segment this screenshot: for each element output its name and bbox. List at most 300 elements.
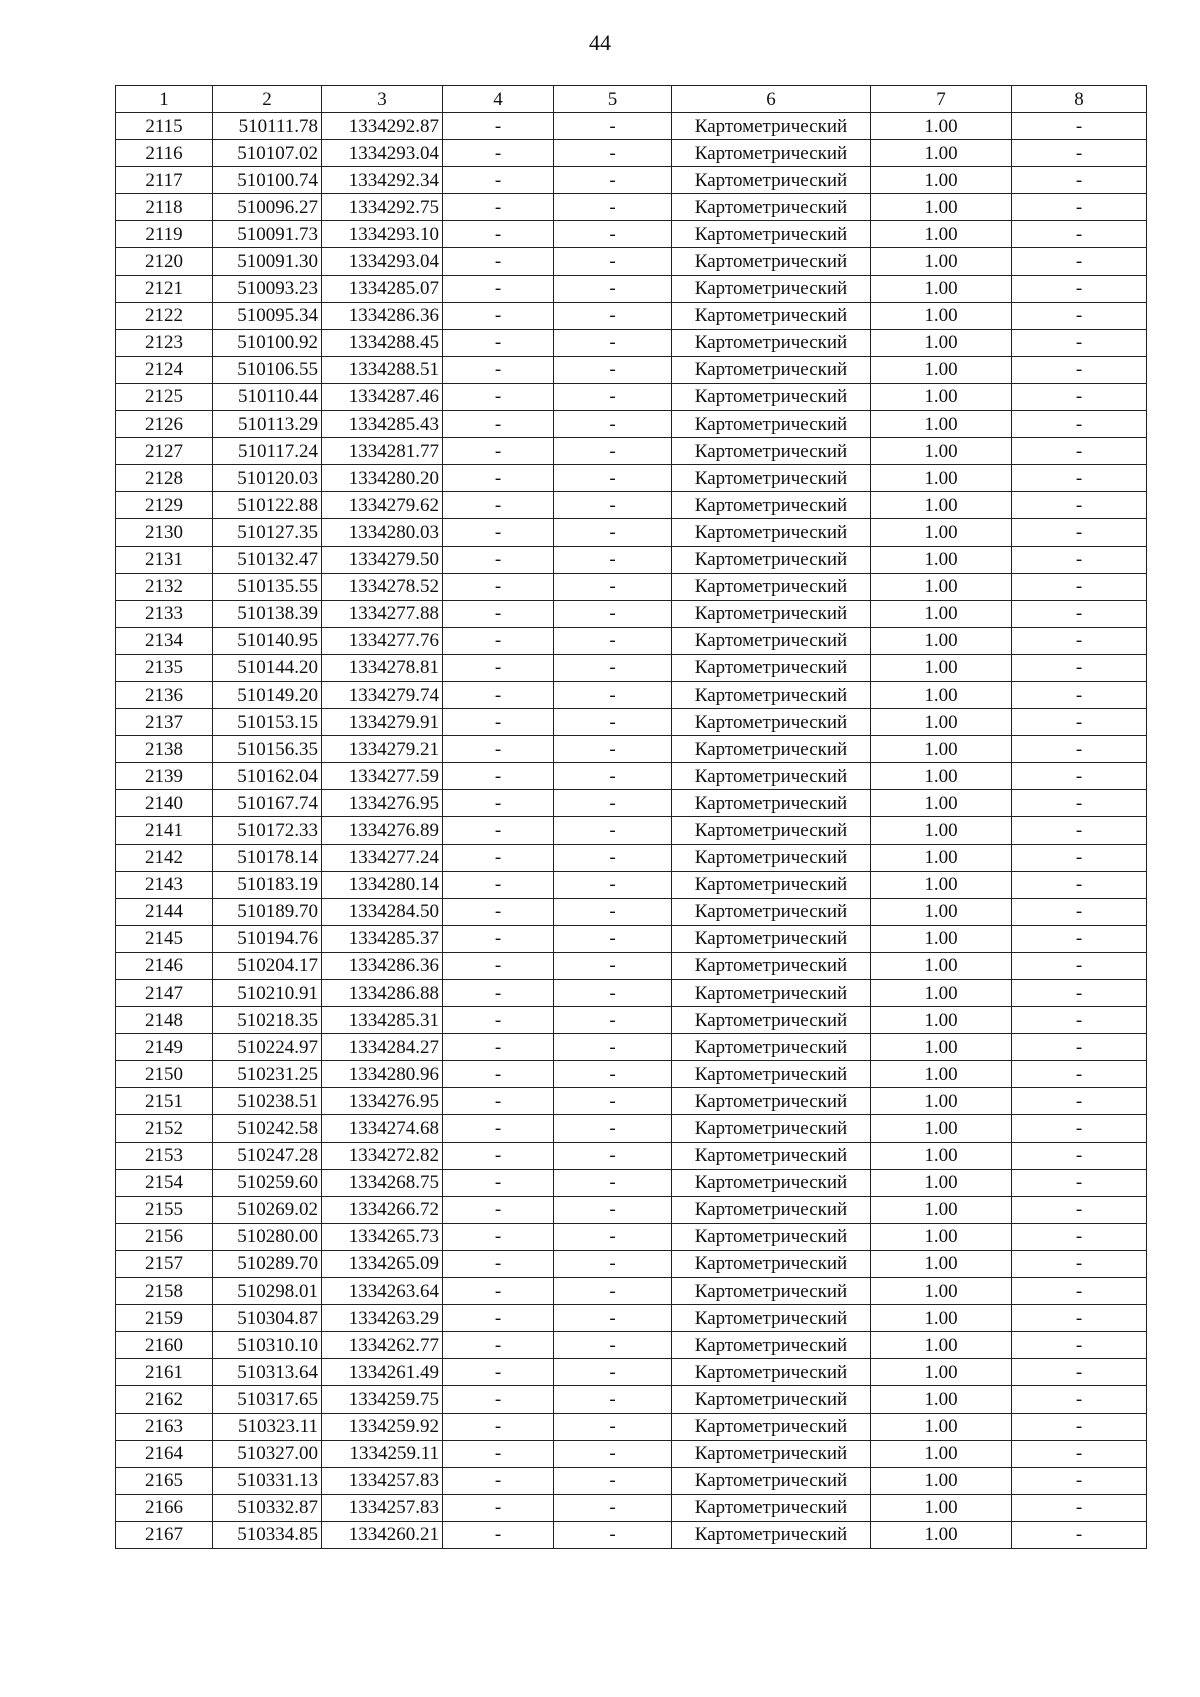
point-number-cell: 2135	[116, 654, 213, 681]
column-4-cell: -	[443, 1413, 554, 1440]
column-4-cell: -	[443, 194, 554, 221]
column-4-cell: -	[443, 411, 554, 438]
column-5-cell: -	[554, 1196, 672, 1223]
point-number-cell: 2162	[116, 1386, 213, 1413]
column-4-cell: -	[443, 1115, 554, 1142]
column-8-cell: -	[1012, 1278, 1147, 1305]
x-coordinate-cell: 510218.35	[213, 1007, 322, 1034]
accuracy-cell: 1.00	[871, 411, 1012, 438]
x-coordinate-cell: 510204.17	[213, 952, 322, 979]
x-coordinate-cell: 510149.20	[213, 681, 322, 708]
column-5-cell: -	[554, 654, 672, 681]
point-number-cell: 2136	[116, 681, 213, 708]
method-cell: Картометрический	[672, 438, 871, 465]
method-cell: Картометрический	[672, 1061, 871, 1088]
column-4-cell: -	[443, 844, 554, 871]
column-4-cell: -	[443, 438, 554, 465]
x-coordinate-cell: 510162.04	[213, 763, 322, 790]
x-coordinate-cell: 510310.10	[213, 1332, 322, 1359]
y-coordinate-cell: 1334276.89	[322, 817, 443, 844]
y-coordinate-cell: 1334272.82	[322, 1142, 443, 1169]
y-coordinate-cell: 1334280.96	[322, 1061, 443, 1088]
method-cell: Картометрический	[672, 302, 871, 329]
column-5-cell: -	[554, 1278, 672, 1305]
point-number-cell: 2124	[116, 356, 213, 383]
column-4-cell: -	[443, 925, 554, 952]
method-cell: Картометрический	[672, 654, 871, 681]
point-number-cell: 2117	[116, 167, 213, 194]
method-cell: Картометрический	[672, 411, 871, 438]
accuracy-cell: 1.00	[871, 329, 1012, 356]
y-coordinate-cell: 1334276.95	[322, 1088, 443, 1115]
column-4-cell: -	[443, 790, 554, 817]
column-4-cell: -	[443, 952, 554, 979]
accuracy-cell: 1.00	[871, 1115, 1012, 1142]
column-8-cell: -	[1012, 709, 1147, 736]
column-8-cell: -	[1012, 1088, 1147, 1115]
point-number-cell: 2125	[116, 383, 213, 410]
column-5-cell: -	[554, 1386, 672, 1413]
column-5-cell: -	[554, 1250, 672, 1277]
accuracy-cell: 1.00	[871, 221, 1012, 248]
column-5-cell: -	[554, 492, 672, 519]
y-coordinate-cell: 1334287.46	[322, 383, 443, 410]
point-number-cell: 2140	[116, 790, 213, 817]
column-8-cell: -	[1012, 844, 1147, 871]
accuracy-cell: 1.00	[871, 302, 1012, 329]
column-8-cell: -	[1012, 1440, 1147, 1467]
column-4-cell: -	[443, 1440, 554, 1467]
column-5-cell: -	[554, 221, 672, 248]
x-coordinate-cell: 510183.19	[213, 871, 322, 898]
column-5-cell: -	[554, 763, 672, 790]
column-4-cell: -	[443, 1007, 554, 1034]
column-4-cell: -	[443, 167, 554, 194]
table-row	[116, 1061, 1147, 1088]
y-coordinate-cell: 1334262.77	[322, 1332, 443, 1359]
accuracy-cell: 1.00	[871, 519, 1012, 546]
column-8-cell: -	[1012, 411, 1147, 438]
y-coordinate-cell: 1334259.92	[322, 1413, 443, 1440]
x-coordinate-cell: 510120.03	[213, 465, 322, 492]
x-coordinate-cell: 510317.65	[213, 1386, 322, 1413]
accuracy-cell: 1.00	[871, 438, 1012, 465]
y-coordinate-cell: 1334293.04	[322, 140, 443, 167]
column-4-cell: -	[443, 248, 554, 275]
table-row	[116, 763, 1147, 790]
point-number-cell: 2157	[116, 1250, 213, 1277]
point-number-cell: 2148	[116, 1007, 213, 1034]
point-number-cell: 2146	[116, 952, 213, 979]
y-coordinate-cell: 1334288.51	[322, 356, 443, 383]
table-row	[116, 898, 1147, 925]
column-header-4: 4	[443, 86, 554, 113]
point-number-cell: 2128	[116, 465, 213, 492]
y-coordinate-cell: 1334279.74	[322, 681, 443, 708]
column-5-cell: -	[554, 519, 672, 546]
column-5-cell: -	[554, 465, 672, 492]
x-coordinate-cell: 510224.97	[213, 1034, 322, 1061]
y-coordinate-cell: 1334257.83	[322, 1467, 443, 1494]
column-8-cell: -	[1012, 1413, 1147, 1440]
column-4-cell: -	[443, 1305, 554, 1332]
x-coordinate-cell: 510327.00	[213, 1440, 322, 1467]
column-8-cell: -	[1012, 1467, 1147, 1494]
method-cell: Картометрический	[672, 681, 871, 708]
point-number-cell: 2142	[116, 844, 213, 871]
table-row	[116, 654, 1147, 681]
x-coordinate-cell: 510093.23	[213, 275, 322, 302]
accuracy-cell: 1.00	[871, 1142, 1012, 1169]
y-coordinate-cell: 1334284.50	[322, 898, 443, 925]
point-number-cell: 2122	[116, 302, 213, 329]
y-coordinate-cell: 1334265.09	[322, 1250, 443, 1277]
method-cell: Картометрический	[672, 329, 871, 356]
point-number-cell: 2161	[116, 1359, 213, 1386]
method-cell: Картометрический	[672, 492, 871, 519]
table-row	[116, 681, 1147, 708]
column-5-cell: -	[554, 167, 672, 194]
method-cell: Картометрический	[672, 844, 871, 871]
table-row	[116, 1223, 1147, 1250]
point-number-cell: 2153	[116, 1142, 213, 1169]
column-5-cell: -	[554, 302, 672, 329]
column-5-cell: -	[554, 1467, 672, 1494]
table-row	[116, 925, 1147, 952]
y-coordinate-cell: 1334288.45	[322, 329, 443, 356]
method-cell: Картометрический	[672, 383, 871, 410]
column-8-cell: -	[1012, 627, 1147, 654]
table-row	[116, 1467, 1147, 1494]
method-cell: Картометрический	[672, 600, 871, 627]
accuracy-cell: 1.00	[871, 627, 1012, 654]
x-coordinate-cell: 510323.11	[213, 1413, 322, 1440]
table-row	[116, 952, 1147, 979]
table-row	[116, 1521, 1147, 1548]
y-coordinate-cell: 1334285.07	[322, 275, 443, 302]
x-coordinate-cell: 510095.34	[213, 302, 322, 329]
y-coordinate-cell: 1334279.50	[322, 546, 443, 573]
column-8-cell: -	[1012, 1169, 1147, 1196]
column-8-cell: -	[1012, 275, 1147, 302]
method-cell: Картометрический	[672, 1521, 871, 1548]
column-5-cell: -	[554, 1223, 672, 1250]
column-4-cell: -	[443, 1250, 554, 1277]
column-4-cell: -	[443, 817, 554, 844]
column-8-cell: -	[1012, 1196, 1147, 1223]
method-cell: Картометрический	[672, 221, 871, 248]
column-4-cell: -	[443, 1521, 554, 1548]
table-row	[116, 1169, 1147, 1196]
column-8-cell: -	[1012, 113, 1147, 140]
method-cell: Картометрический	[672, 763, 871, 790]
column-5-cell: -	[554, 1061, 672, 1088]
x-coordinate-cell: 510091.73	[213, 221, 322, 248]
x-coordinate-cell: 510313.64	[213, 1359, 322, 1386]
column-5-cell: -	[554, 600, 672, 627]
method-cell: Картометрический	[672, 194, 871, 221]
point-number-cell: 2129	[116, 492, 213, 519]
method-cell: Картометрический	[672, 113, 871, 140]
point-number-cell: 2127	[116, 438, 213, 465]
y-coordinate-cell: 1334265.73	[322, 1223, 443, 1250]
x-coordinate-cell: 510167.74	[213, 790, 322, 817]
accuracy-cell: 1.00	[871, 1386, 1012, 1413]
column-5-cell: -	[554, 1359, 672, 1386]
x-coordinate-cell: 510289.70	[213, 1250, 322, 1277]
table-row	[116, 1034, 1147, 1061]
table-row	[116, 167, 1147, 194]
column-8-cell: -	[1012, 140, 1147, 167]
x-coordinate-cell: 510280.00	[213, 1223, 322, 1250]
y-coordinate-cell: 1334268.75	[322, 1169, 443, 1196]
column-5-cell: -	[554, 573, 672, 600]
column-header-6: 6	[672, 86, 871, 113]
method-cell: Картометрический	[672, 1250, 871, 1277]
accuracy-cell: 1.00	[871, 1359, 1012, 1386]
x-coordinate-cell: 510107.02	[213, 140, 322, 167]
x-coordinate-cell: 510247.28	[213, 1142, 322, 1169]
column-5-cell: -	[554, 1034, 672, 1061]
table-row	[116, 302, 1147, 329]
column-4-cell: -	[443, 600, 554, 627]
table-row	[116, 492, 1147, 519]
y-coordinate-cell: 1334260.21	[322, 1521, 443, 1548]
column-4-cell: -	[443, 465, 554, 492]
column-5-cell: -	[554, 1521, 672, 1548]
point-number-cell: 2165	[116, 1467, 213, 1494]
table-row	[116, 383, 1147, 410]
method-cell: Картометрический	[672, 1440, 871, 1467]
table-row	[116, 1305, 1147, 1332]
column-header-7: 7	[871, 86, 1012, 113]
column-4-cell: -	[443, 627, 554, 654]
table-row	[116, 1142, 1147, 1169]
y-coordinate-cell: 1334277.76	[322, 627, 443, 654]
accuracy-cell: 1.00	[871, 681, 1012, 708]
x-coordinate-cell: 510110.44	[213, 383, 322, 410]
column-8-cell: -	[1012, 925, 1147, 952]
method-cell: Картометрический	[672, 1169, 871, 1196]
method-cell: Картометрический	[672, 1386, 871, 1413]
column-4-cell: -	[443, 573, 554, 600]
method-cell: Картометрический	[672, 1088, 871, 1115]
method-cell: Картометрический	[672, 736, 871, 763]
accuracy-cell: 1.00	[871, 898, 1012, 925]
y-coordinate-cell: 1334286.36	[322, 302, 443, 329]
accuracy-cell: 1.00	[871, 600, 1012, 627]
column-4-cell: -	[443, 1386, 554, 1413]
accuracy-cell: 1.00	[871, 1007, 1012, 1034]
accuracy-cell: 1.00	[871, 356, 1012, 383]
column-8-cell: -	[1012, 492, 1147, 519]
table-row	[116, 980, 1147, 1007]
column-4-cell: -	[443, 1169, 554, 1196]
point-number-cell: 2139	[116, 763, 213, 790]
column-5-cell: -	[554, 1305, 672, 1332]
accuracy-cell: 1.00	[871, 113, 1012, 140]
x-coordinate-cell: 510153.15	[213, 709, 322, 736]
y-coordinate-cell: 1334277.24	[322, 844, 443, 871]
accuracy-cell: 1.00	[871, 1061, 1012, 1088]
column-8-cell: -	[1012, 1007, 1147, 1034]
table-row	[116, 790, 1147, 817]
x-coordinate-cell: 510091.30	[213, 248, 322, 275]
column-5-cell: -	[554, 383, 672, 410]
y-coordinate-cell: 1334259.11	[322, 1440, 443, 1467]
x-coordinate-cell: 510100.92	[213, 329, 322, 356]
column-4-cell: -	[443, 736, 554, 763]
accuracy-cell: 1.00	[871, 383, 1012, 410]
method-cell: Картометрический	[672, 1034, 871, 1061]
point-number-cell: 2133	[116, 600, 213, 627]
point-number-cell: 2121	[116, 275, 213, 302]
accuracy-cell: 1.00	[871, 167, 1012, 194]
column-5-cell: -	[554, 1169, 672, 1196]
column-8-cell: -	[1012, 817, 1147, 844]
point-number-cell: 2144	[116, 898, 213, 925]
accuracy-cell: 1.00	[871, 248, 1012, 275]
column-4-cell: -	[443, 1034, 554, 1061]
accuracy-cell: 1.00	[871, 1305, 1012, 1332]
column-8-cell: -	[1012, 1359, 1147, 1386]
y-coordinate-cell: 1334274.68	[322, 1115, 443, 1142]
table-row	[116, 1196, 1147, 1223]
y-coordinate-cell: 1334280.20	[322, 465, 443, 492]
column-4-cell: -	[443, 681, 554, 708]
column-5-cell: -	[554, 790, 672, 817]
x-coordinate-cell: 510331.13	[213, 1467, 322, 1494]
column-8-cell: -	[1012, 736, 1147, 763]
point-number-cell: 2143	[116, 871, 213, 898]
column-8-cell: -	[1012, 1142, 1147, 1169]
column-4-cell: -	[443, 492, 554, 519]
table-row	[116, 465, 1147, 492]
y-coordinate-cell: 1334293.10	[322, 221, 443, 248]
x-coordinate-cell: 510242.58	[213, 1115, 322, 1142]
point-number-cell: 2158	[116, 1278, 213, 1305]
y-coordinate-cell: 1334286.36	[322, 952, 443, 979]
method-cell: Картометрический	[672, 952, 871, 979]
point-number-cell: 2137	[116, 709, 213, 736]
column-8-cell: -	[1012, 302, 1147, 329]
column-5-cell: -	[554, 1413, 672, 1440]
table-row	[116, 1278, 1147, 1305]
accuracy-cell: 1.00	[871, 275, 1012, 302]
table-row	[116, 546, 1147, 573]
coordinates-table	[115, 85, 1147, 1549]
column-5-cell: -	[554, 1142, 672, 1169]
table-row	[116, 140, 1147, 167]
y-coordinate-cell: 1334286.88	[322, 980, 443, 1007]
table-row	[116, 329, 1147, 356]
y-coordinate-cell: 1334279.21	[322, 736, 443, 763]
table-row	[116, 248, 1147, 275]
column-4-cell: -	[443, 1494, 554, 1521]
accuracy-cell: 1.00	[871, 952, 1012, 979]
method-cell: Картометрический	[672, 275, 871, 302]
table-row	[116, 519, 1147, 546]
column-8-cell: -	[1012, 790, 1147, 817]
column-5-cell: -	[554, 871, 672, 898]
column-4-cell: -	[443, 329, 554, 356]
column-5-cell: -	[554, 1440, 672, 1467]
method-cell: Картометрический	[672, 1278, 871, 1305]
y-coordinate-cell: 1334280.03	[322, 519, 443, 546]
table-row	[116, 1386, 1147, 1413]
y-coordinate-cell: 1334278.81	[322, 654, 443, 681]
table-row	[116, 1250, 1147, 1277]
method-cell: Картометрический	[672, 627, 871, 654]
point-number-cell: 2147	[116, 980, 213, 1007]
table-row	[116, 1359, 1147, 1386]
table-row	[116, 438, 1147, 465]
x-coordinate-cell: 510231.25	[213, 1061, 322, 1088]
table-row	[116, 709, 1147, 736]
point-number-cell: 2151	[116, 1088, 213, 1115]
table-body	[116, 113, 1147, 1549]
accuracy-cell: 1.00	[871, 1494, 1012, 1521]
y-coordinate-cell: 1334266.72	[322, 1196, 443, 1223]
point-number-cell: 2116	[116, 140, 213, 167]
method-cell: Картометрический	[672, 1007, 871, 1034]
y-coordinate-cell: 1334277.88	[322, 600, 443, 627]
method-cell: Картометрический	[672, 898, 871, 925]
column-4-cell: -	[443, 221, 554, 248]
point-number-cell: 2166	[116, 1494, 213, 1521]
method-cell: Картометрический	[672, 925, 871, 952]
accuracy-cell: 1.00	[871, 546, 1012, 573]
accuracy-cell: 1.00	[871, 140, 1012, 167]
y-coordinate-cell: 1334279.62	[322, 492, 443, 519]
table-row	[116, 736, 1147, 763]
point-number-cell: 2167	[116, 1521, 213, 1548]
table-row	[116, 113, 1147, 140]
accuracy-cell: 1.00	[871, 736, 1012, 763]
column-4-cell: -	[443, 140, 554, 167]
column-4-cell: -	[443, 1088, 554, 1115]
column-4-cell: -	[443, 654, 554, 681]
y-coordinate-cell: 1334281.77	[322, 438, 443, 465]
table-row	[116, 356, 1147, 383]
column-4-cell: -	[443, 1142, 554, 1169]
table-row	[116, 1115, 1147, 1142]
accuracy-cell: 1.00	[871, 1332, 1012, 1359]
accuracy-cell: 1.00	[871, 980, 1012, 1007]
table-row	[116, 275, 1147, 302]
column-5-cell: -	[554, 627, 672, 654]
column-8-cell: -	[1012, 763, 1147, 790]
x-coordinate-cell: 510194.76	[213, 925, 322, 952]
table-row	[116, 573, 1147, 600]
x-coordinate-cell: 510332.87	[213, 1494, 322, 1521]
point-number-cell: 2160	[116, 1332, 213, 1359]
column-4-cell: -	[443, 898, 554, 925]
table-row	[116, 1007, 1147, 1034]
method-cell: Картометрический	[672, 167, 871, 194]
column-8-cell: -	[1012, 1250, 1147, 1277]
y-coordinate-cell: 1334279.91	[322, 709, 443, 736]
column-8-cell: -	[1012, 654, 1147, 681]
page-number: 44	[589, 30, 611, 55]
column-5-cell: -	[554, 980, 672, 1007]
column-8-cell: -	[1012, 1386, 1147, 1413]
method-cell: Картометрический	[672, 248, 871, 275]
point-number-cell: 2115	[116, 113, 213, 140]
column-header-2: 2	[213, 86, 322, 113]
method-cell: Картометрический	[672, 1196, 871, 1223]
column-5-cell: -	[554, 925, 672, 952]
